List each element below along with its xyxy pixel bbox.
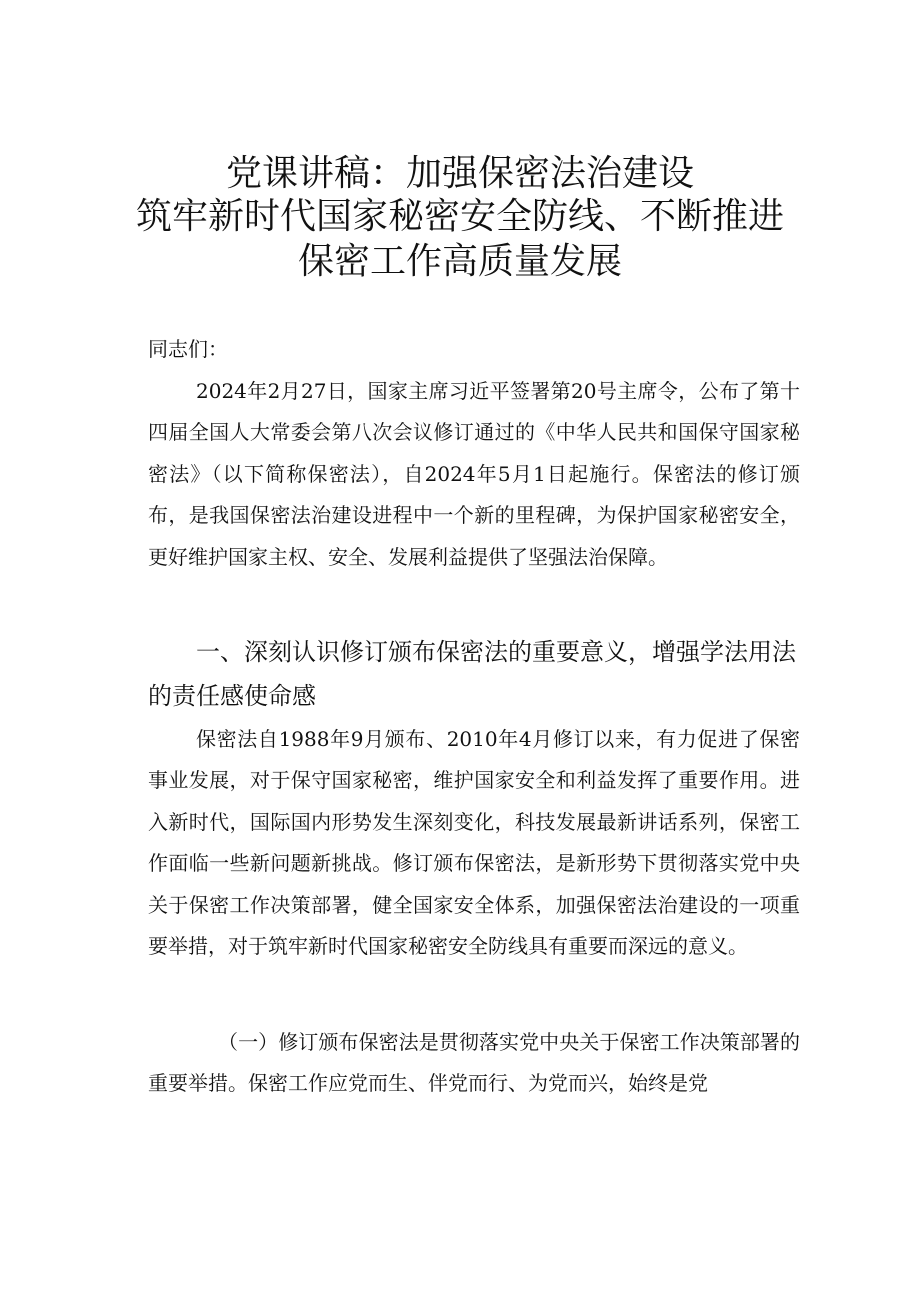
section-heading-1: 一、深刻认识修订颁布保密法的重要意义，增强学法用法的责任感使命感 [148, 638, 796, 710]
greeting: 同志们： [148, 337, 228, 361]
document-title-line-3: 保密工作高质量发展 [297, 241, 622, 282]
document-title-line-2: 筑牢新时代国家秘密安全防线、不断推进 [135, 196, 784, 237]
document-title-line-1: 党课讲稿：加强保密法治建设 [225, 153, 694, 194]
paragraph-intro: 2024年2月27日，国家主席习近平签署第20号主席令，公布了第十四届全国人大常委会第八次会议修订通过的《中华人民共和国保守国家秘密法》（以下简称保密法），自2024年5月1日起施行。保密法的修订颁布，是我国保密法治建设进程中一个新的里程碑，为保护国家秘密安全，更好维护国家主权、安全、发展利益提供了坚强法治保障。 [148, 379, 800, 569]
paragraph-section-1: 保密法自1988年9月颁布、2010年4月修订以来，有力促进了保密事业发展，对于保守国家秘密，维护国家安全和利益发挥了重要作用。进入新时代，国际国内形势发生深刻变化，科技发展最新讲话系列，保密工作面临一些新问题新挑战。修订颁布保密法，是新形势下贯彻落实党中央关于保密工作决策部署，健全国家安全体系，加强保密法治建设的一项重要举措，对于筑牢新时代国家秘密安全防线具有重要而深远的意义。 [148, 727, 800, 959]
paragraph-subsection-1: （一）修订颁布保密法是贯彻落实党中央关于保密工作决策部署的重要举措。保密工作应党而生、伴党而行、为党而兴，始终是党 [148, 1030, 800, 1096]
